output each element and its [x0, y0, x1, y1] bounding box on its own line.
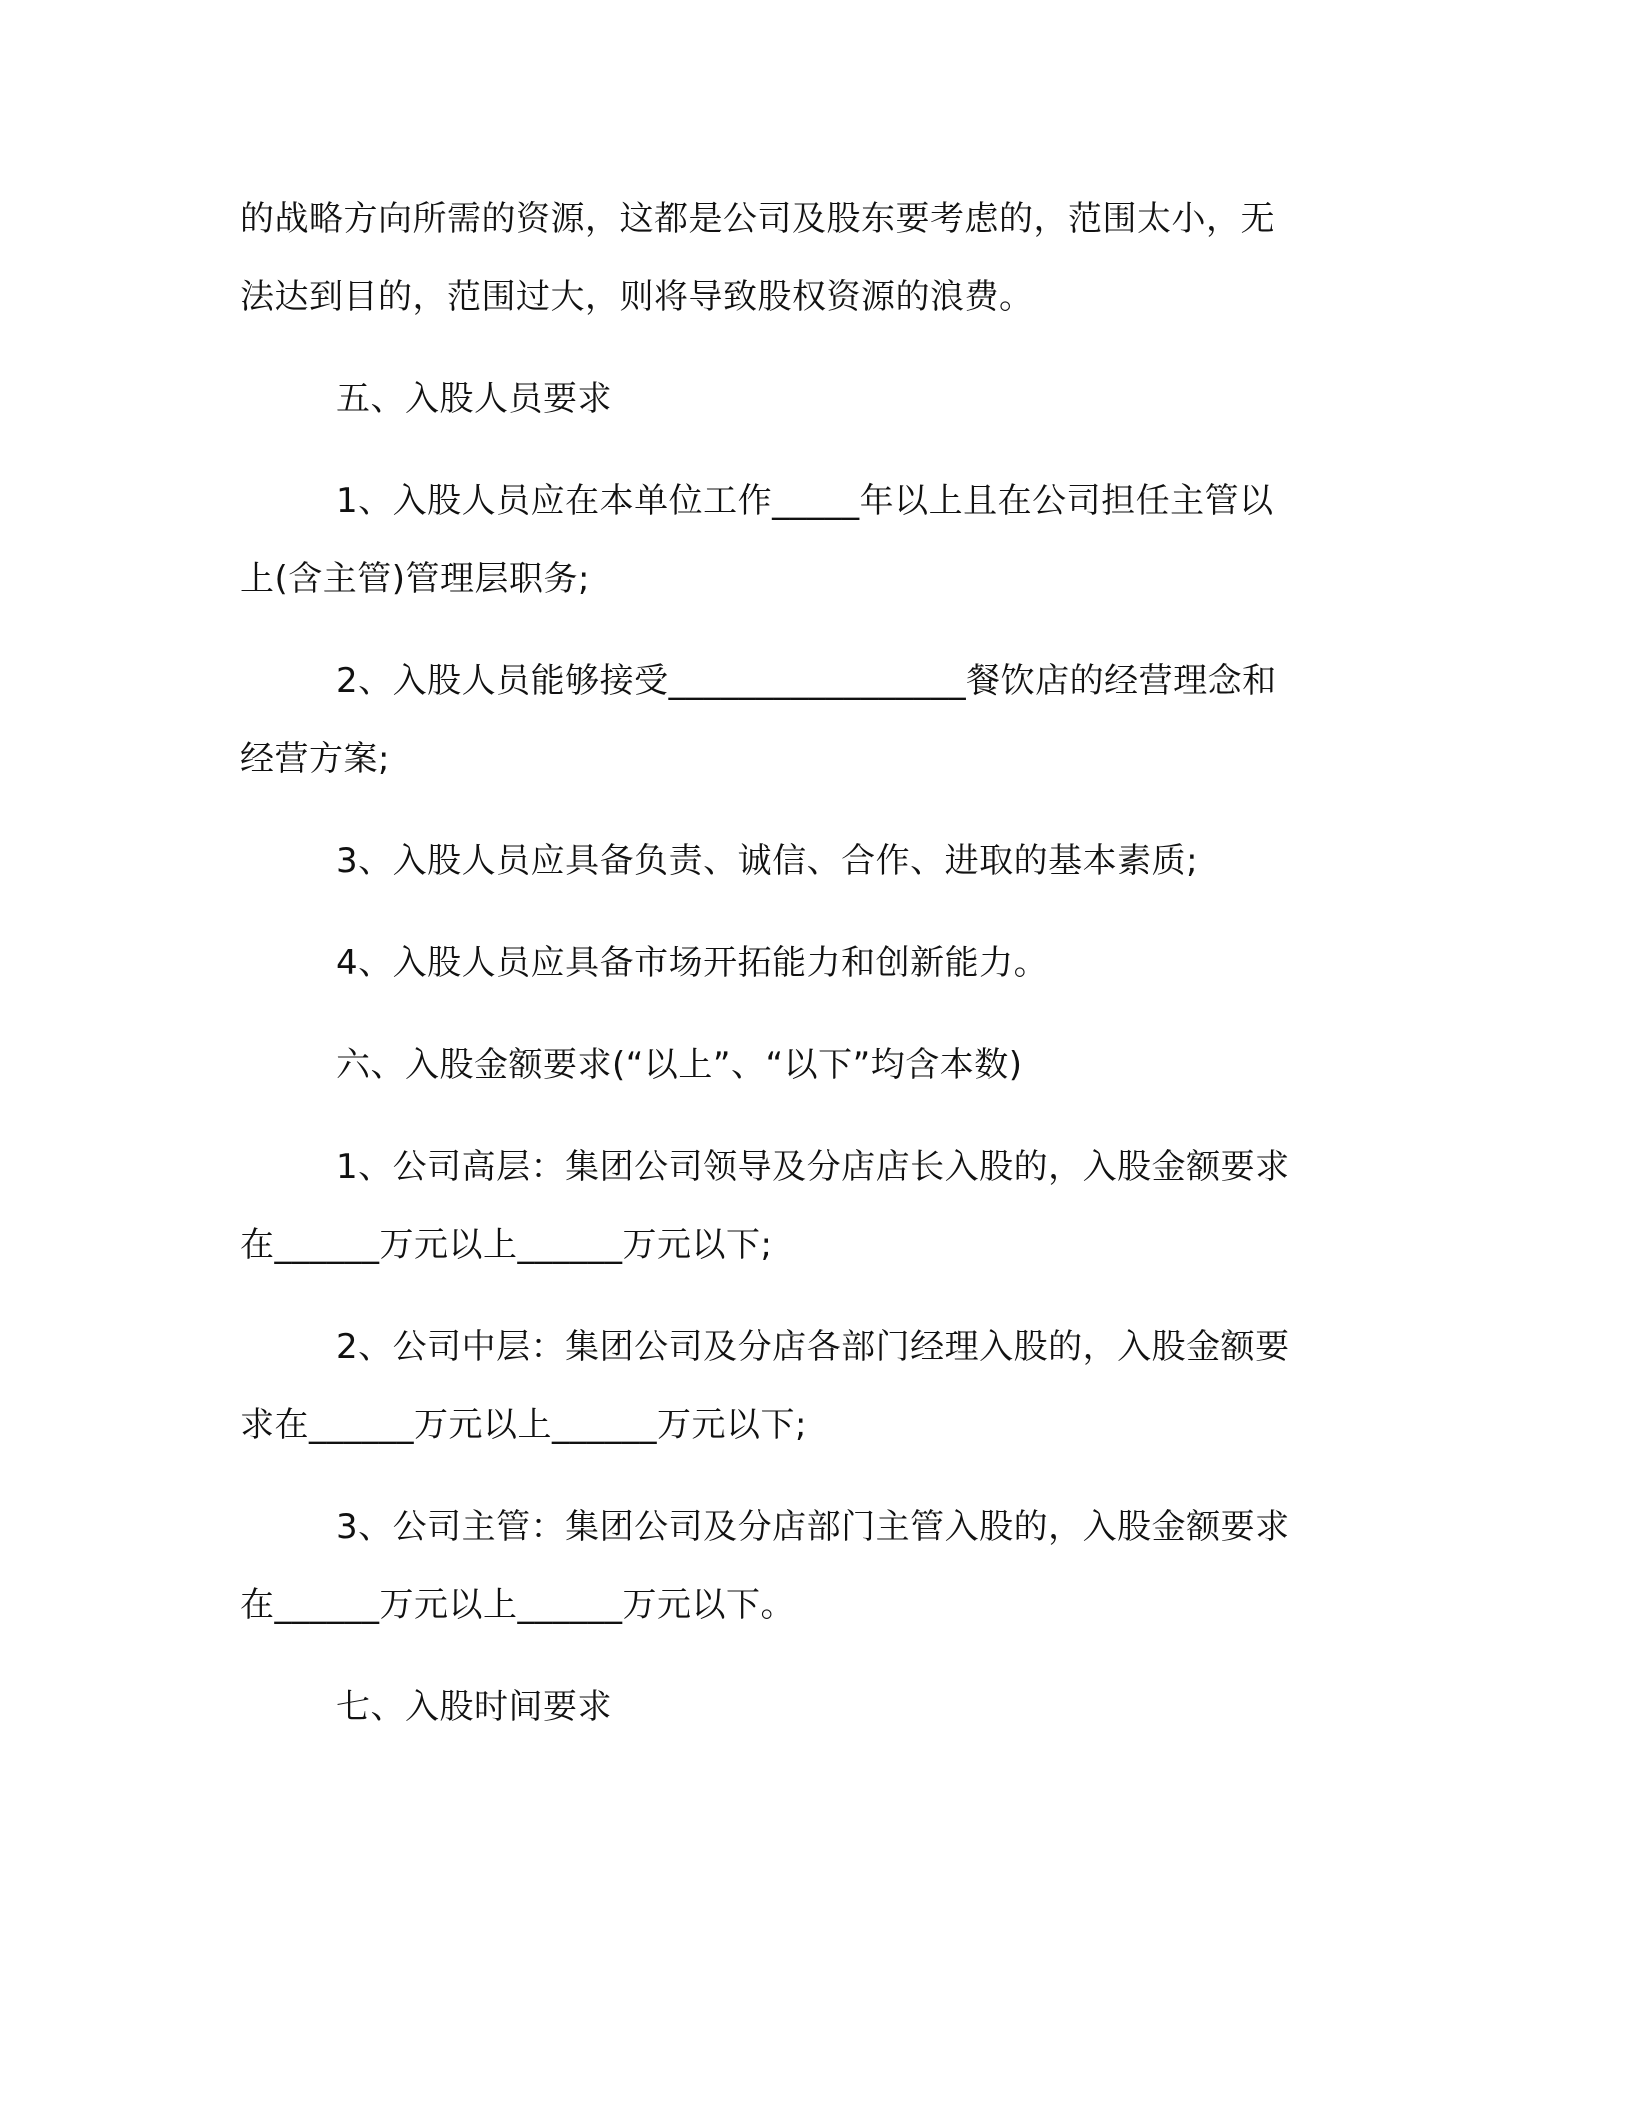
paragraph-line: 4、入股人员应具备市场开拓能力和创新能力。	[336, 943, 1049, 983]
paragraph-line: 在______万元以上______万元以下。	[240, 1585, 795, 1625]
paragraph-line: 3、公司主管：集团公司及分店部门主管入股的，入股金额要求	[336, 1507, 1290, 1547]
document-page	[240, 0, 1400, 2112]
paragraph-line: 法达到目的，范围过大，则将导致股权资源的浪费。	[240, 277, 1034, 317]
paragraph-line: 经营方案;	[240, 739, 390, 779]
paragraph-line: 3、入股人员应具备负责、诚信、合作、进取的基本素质;	[336, 841, 1199, 881]
paragraph-line: 求在______万元以上______万元以下;	[240, 1405, 807, 1445]
paragraph-line: 2、入股人员能够接受_________________餐饮店的经营理念和	[336, 661, 1277, 701]
paragraph-line: 1、入股人员应在本单位工作_____年以上且在公司担任主管以	[336, 481, 1274, 521]
section-heading: 六、入股金额要求(“以上”、“以下”均含本数)	[336, 1045, 1023, 1085]
paragraph-line: 1、公司高层：集团公司领导及分店店长入股的，入股金额要求	[336, 1147, 1290, 1187]
section-heading: 七、入股时间要求	[336, 1687, 612, 1727]
section-heading: 五、入股人员要求	[336, 379, 612, 419]
paragraph-line: 在______万元以上______万元以下;	[240, 1225, 773, 1265]
paragraph-line: 上(含主管)管理层职务;	[240, 559, 590, 599]
paragraph-line: 的战略方向所需的资源，这都是公司及股东要考虑的，范围太小，无	[240, 199, 1275, 239]
paragraph-line: 2、公司中层：集团公司及分店各部门经理入股的，入股金额要	[336, 1327, 1290, 1367]
